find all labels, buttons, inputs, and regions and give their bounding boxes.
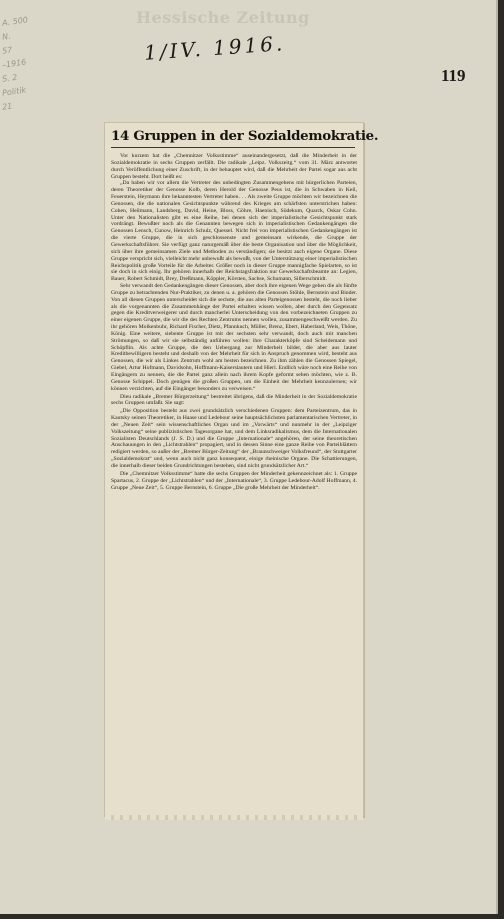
handwritten-date: 1/IV. 1916. — [143, 31, 286, 65]
article-paragraph: Vor kurzem hat die „Chemnitzer Volksstimme“ auseinandergesetzt, daß die Minderheit in der Sozialdemokratie in sechs Gruppen zerfällt. Die radikale „Leipz. Volkszeitg.“ vom 31. März antwortet durch Veröffentlichung einer Zuschrift, in der behauptet wird, daß die Mehrheit der Partei sogar aus acht Gruppen besteht. Dort heißt es: — [111, 153, 357, 180]
article-paragraph: Die „Chemnitzer Volksstimme“ hatte die sechs Gruppen der Minderheit gekennzeichnet als: 1. Gruppe Spartacus, 2. Gruppe der „Lichtstrahlen“ und der „Internationale“, 3. Gruppe Ledebour-Adolf Hoffmann, 4. Gruppe „Neue Zeit“, 5. Gruppe Bernstein, 6. Gruppe „Die große Mehrheit der Minderheit“. — [111, 470, 357, 491]
margin-note: N. — [1, 31, 12, 42]
margin-notes — [2, 14, 42, 112]
newspaper-clipping — [104, 122, 379, 817]
margin-note: S. 2 — [1, 72, 18, 84]
article-body — [111, 153, 357, 491]
margin-note: Politik — [1, 85, 27, 98]
headline-rule — [111, 147, 355, 148]
margin-note: 57 — [1, 45, 13, 56]
margin-note: A. 500 — [1, 15, 29, 28]
margin-note: –1916 — [1, 57, 27, 70]
article-paragraph: Dieu radikale „Bremer Bürgerzeitung“ bestreitet übrigens, daß die Minderheit in der Sozialdemokratie sechs Gruppen umfaßt. Sie sagt: — [111, 393, 357, 407]
masthead-stamp: Hessische Zeitung — [136, 8, 310, 27]
article-headline: 14 Gruppen in der Sozialdemokratie. — [111, 128, 379, 144]
article-paragraph: Sehr verwandt den Gedankengängen dieser Genossen, aber doch ihre eigenen Wege gehen die als fünfte Gruppe zu betrachtenden Nur-Praktiker, zu denen u. a. gehören die Genossen Stöhle, Bernstein und Binder. Von all diesen Gruppen unterscheidet sich die sechste, die aus alten Parteigenossen besteht, die noch lieber als die vorgenannten die Zusammenhänge der Partei erhalten wissen wollen, aber durch den Gegensatz gegen die Kreditverweigerer und durch mancherlei Unterscheidung von den vorbezeichneten Gruppen zu einer eigenen Gruppe, die wir die des Rechten Zentrums nennen wollen, zusammengeschweißt werden. Zu ihr gehören Molkenbuhr, Richard Fischer, Dietz, Pfannkuch, Müller, Brenz, Ebert, Haberland, Wels, Thöne, König. Eine weitere, siebente Gruppe ist mit der sechsten sehr verwandt, doch auch mit manchen Strömungen, so daß wir sie selbständig anführen wollen: ihre Charakterköpfe sind Scheidemann und Schöpflin. Als achte Gruppe, die den Uebergang zur Minderheit bildet, die aber aus lauter Kreditbewilligern besteht und deshalb von der Mehrheit für sich in Anspruch genommen wird, besteht aus Genossen, die wir als Linkes Zentrum wohl am besten bezeichnen. Zu ihm zählen die Genossen Spiegel, Giebel, Artur Hofmann, Davidsohn, Hoffmann-Kaiserslautern und Hierl. Endlich wäre noch eine Reihe von Eingängern zu nennen, die die Partei ganz allein nach ihrem Kopfe geformt sehen möchten, wie z. B. Genosse Schippel. Doch genügen die großen Gruppen, um die Einheit der Mehrheit kennzulernen; wir können verzichten, auf die Eingänger besonders zu verweisen.“ — [111, 283, 357, 392]
page-number: 119 — [441, 66, 466, 85]
margin-note: 21 — [1, 101, 13, 112]
article-paragraph: „Da haben wir vor allem die Vertreter des unbedingten Zusammengehens mit bürgerlichen Parteien, deren Theoretiker der Genosse Kolb, deren Herold der Genosse Peus ist, die in Schwaben in Keil, Feuerstein, Heymann ihre bekanntesten Vertreter haben. . . Als zweite Gruppe möchten wir bezeichnen die Genossen, die die nationalen Gesichtspunkte während des Krieges am schärfsten unterstrichen haben: Cohen, Heilmann, Landsberg, David, Heine, Bloss, Göhre, Haenisch, Südekum, Quarck, Oskar Cohn. Unter den Nationalisten gibt es eine Reihe, bei denen sich der imperialistische Gesichtspunkt stark vordrängt. Bewußter noch als die Genannten bewegen sich in imperialistischen Gedankengängen die Genossen Lensch, Cunow, Heinrich Schulz, Quessel. Nicht frei von imperialistischen Gedankengängen ist die vierte Gruppe, die in sich geschlossenste und gemeinsam wirkende, die Gruppe der Gewerkschaftsführer. Sie verfügt ganz naturgemäß über die beste Organisation und über die Möglichkeit, sich über ihre gemeinsamen Ziele und Methoden zu verständigen; sie besitzt auch eigene Organe. Diese Gruppe verspricht sich, vielleicht mehr unbewußt als bewußt, von der Unterstützung einer imperialistischen Reichspolitik große Vorteile für die Arbeiter. Größer noch in dieser Gruppe mannigfache Spielarten, so ist sie doch in sich einig. Ihr gehören innerhalb der Reichstagsfraktion nur Gewerkschaftsbeamte an: Legien, Bauer, Robert Schmidt, Brey, Dreßmann, Köppler, Körsten, Sachse, Schumann, Silberschmidt. — [111, 180, 357, 283]
article-paragraph: „Die Opposition besteht aus zwei grundsätzlich verschiedenen Gruppen: dem Parteizentrum, das in Kautsky seinen Theoretiker, in Haase und Ledebour seine hauptsächlichsten parlamentarischen Vertreter, in der „Neuen Zeit“ sein wissenschaftliches Organ und im „Vorwärts“ und nunmehr in der „Leipziger Volkszeitung“ seine publizistischen Tagesorgane hat, und dem Linksradikalismus, dem die Internationalen Sozialisten Deutschlands (J. S. D.) und die Gruppe „Internationale“ angehören, der seine theoretischen Anschauungen in den „Lichtstrahlen“ propagiert, und in dessen Sinne eine ganze Reihe von Parteiblättern redigiert werden, so außer der „Bremer Bürger-Zeitung“ der „Braunschweiger Volksfreund“, der Stuttgarter „Sozialdemokrat“ und, wenn auch nicht ganz konsequent, einige rheinische Organe. Die Schattierungen, die innerhalb dieser beiden Grundrichtungen bestehen, sind nicht grundsätzlicher Art.“ — [111, 408, 357, 469]
torn-edge — [105, 815, 363, 820]
